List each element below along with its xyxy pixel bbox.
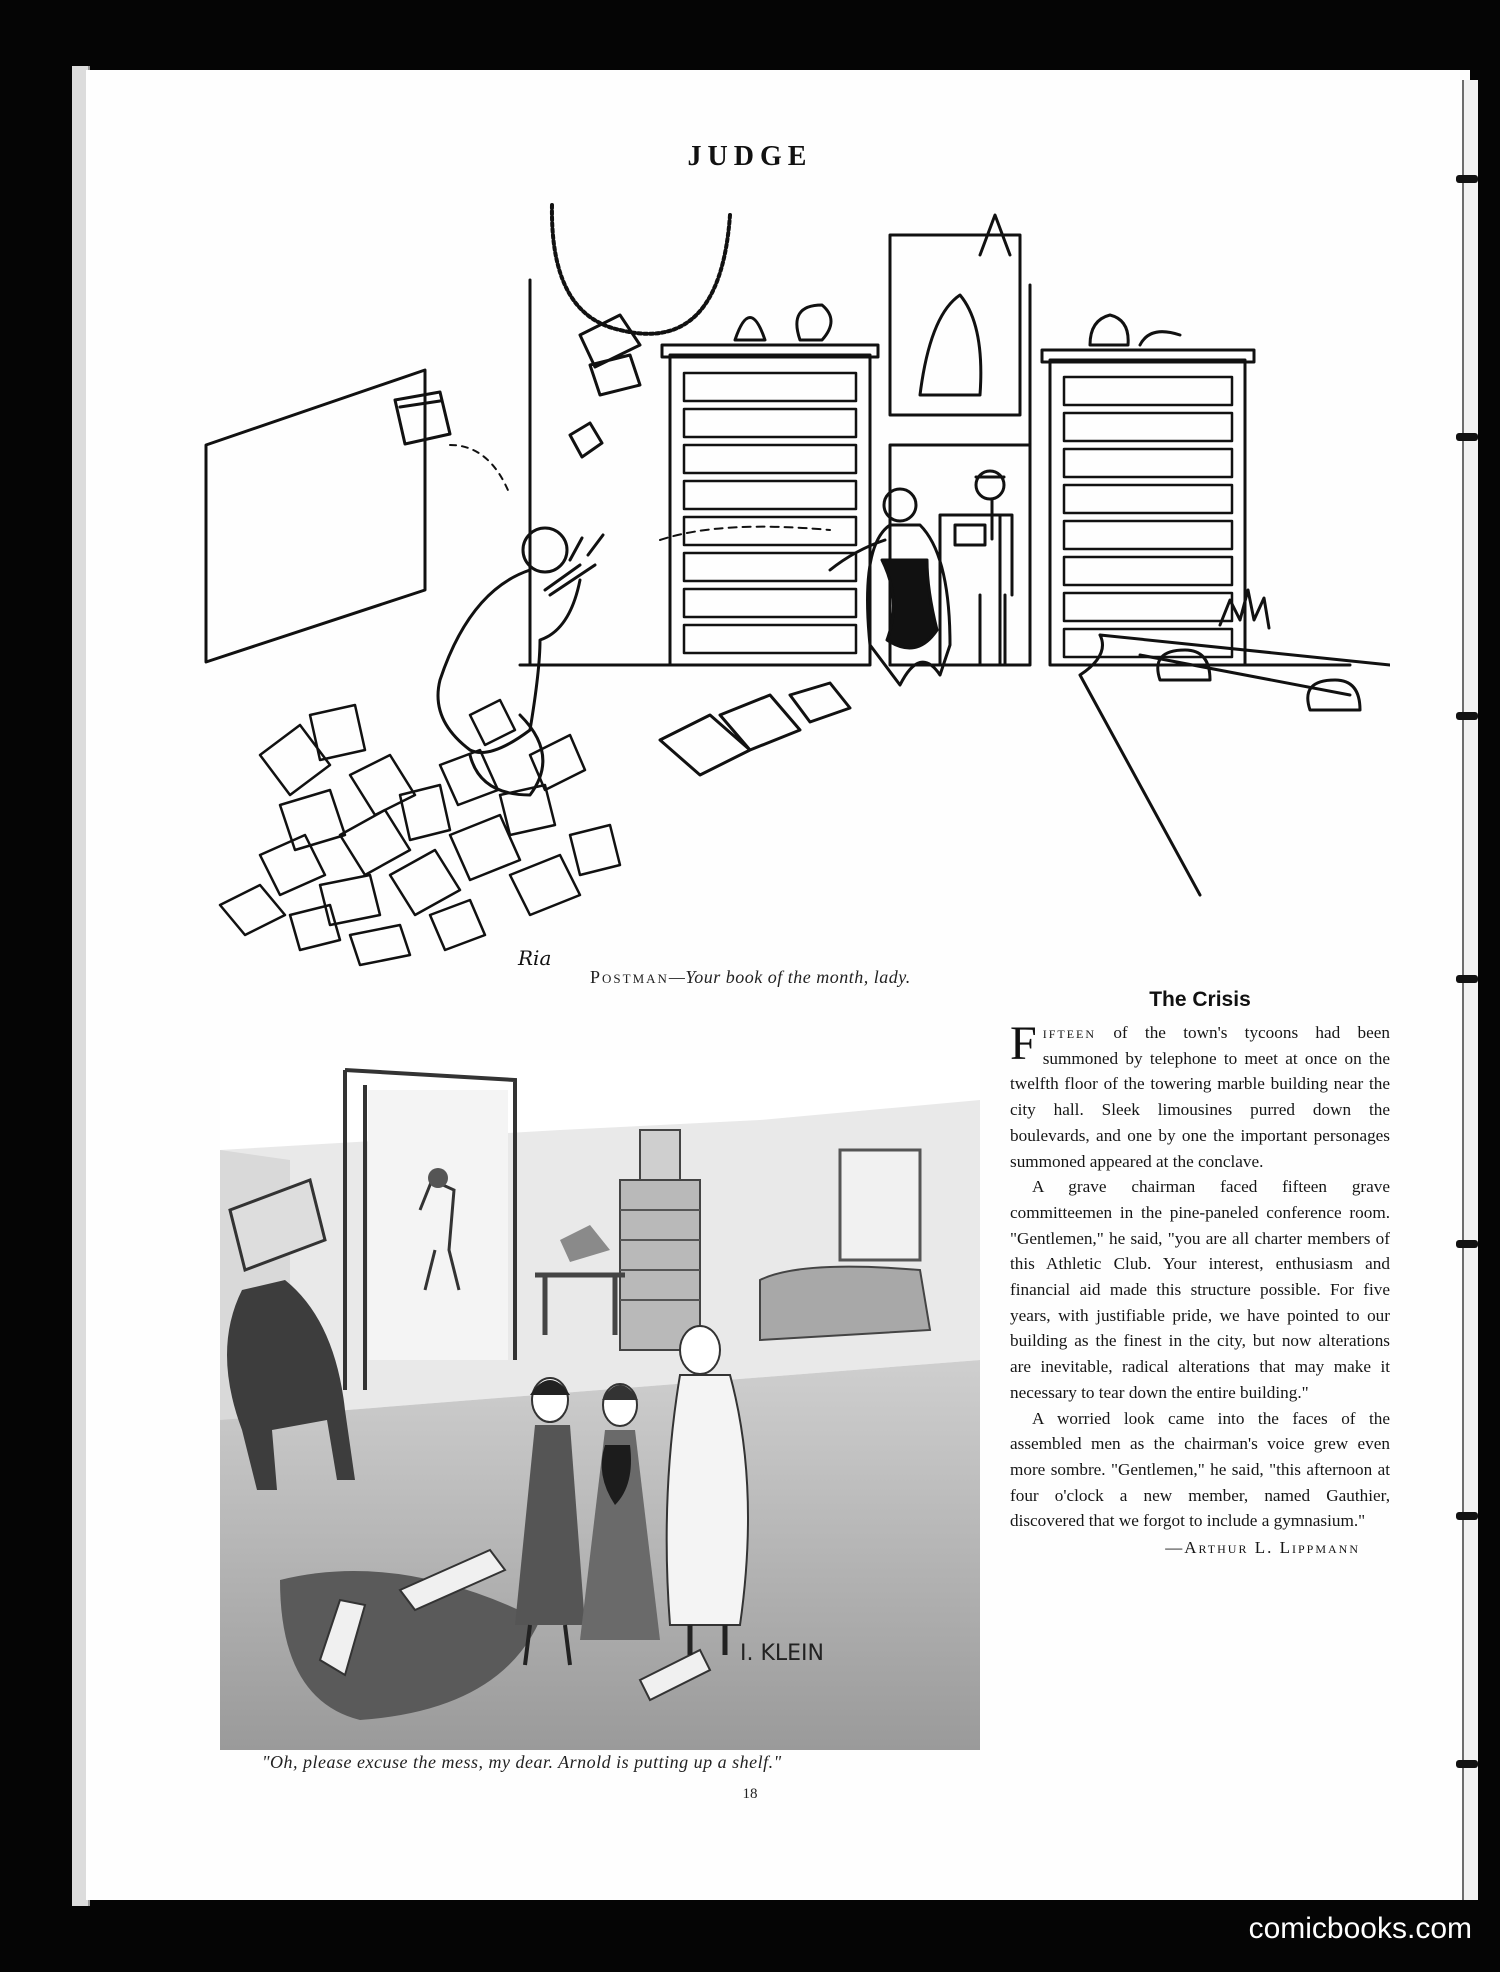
article-byline: —Arthur L. Lippmann (1165, 1538, 1360, 1558)
magazine-header: JUDGE (687, 141, 813, 172)
binding-clip (1456, 175, 1478, 183)
artist-signature: I. KLEIN (740, 1641, 825, 1666)
site-watermark: comicbooks.com (1248, 1912, 1472, 1945)
binding-spine (1462, 80, 1478, 1900)
binding-clip (1456, 712, 1478, 720)
page-number: 18 (742, 1786, 758, 1802)
article-paragraph: A worried look came into the faces of the assembled men as the chairman's voice grew even more sombre. "Gentlemen," he said, "this afternoon at four o'clock a new member, named Gauthier, discovered that we forgot to include a gymnasium." (1010, 1408, 1390, 1531)
top-cartoon-caption (590, 967, 911, 988)
artist-signature: Ria (518, 946, 552, 970)
article-paragraph: A grave chairman faced fifteen grave committeemen in the pine-paneled conference room. "Gentlemen," he said, "you are all charter members of this Athletic Club. Your interest, enthusiasm and financial aid made this structure possible. For five years, with justifiable pride, we have pointed to our building as the finest in the city, but now alterations are inevitable, radical alterations that may make it necessary to tear down the entire building." (1010, 1177, 1390, 1402)
article-the-crisis (1010, 988, 1390, 1558)
bottom-cartoon-caption: "Oh, please excuse the mess, my dear. Arnold is putting up a shelf." (262, 1752, 782, 1772)
cartoon-messy-room (220, 1060, 980, 1750)
article-title: The Crisis (1149, 988, 1251, 1011)
binding-clip (1456, 1240, 1478, 1248)
lead-word: ifteen (1042, 1023, 1097, 1042)
drop-cap: F (1010, 1017, 1037, 1070)
cartoon-book-pile (200, 195, 1390, 975)
article-paragraph (1010, 1017, 1390, 1174)
binding-clip (1456, 1760, 1478, 1768)
caption-speaker: Postman (590, 967, 669, 987)
paragraph-text: of the town's tycoons had been summoned by telephone to meet at once on the twelfth floor of the towering marble building near the city hall. Sleek limousines purred down the boulevards, and one by one the important personages summoned appeared at the conclave. (1010, 1023, 1390, 1171)
caption-line: —Your book of the month, lady. (668, 967, 911, 987)
binding-clip (1456, 975, 1478, 983)
binding-clip (1456, 1512, 1478, 1520)
binding-clip (1456, 433, 1478, 441)
